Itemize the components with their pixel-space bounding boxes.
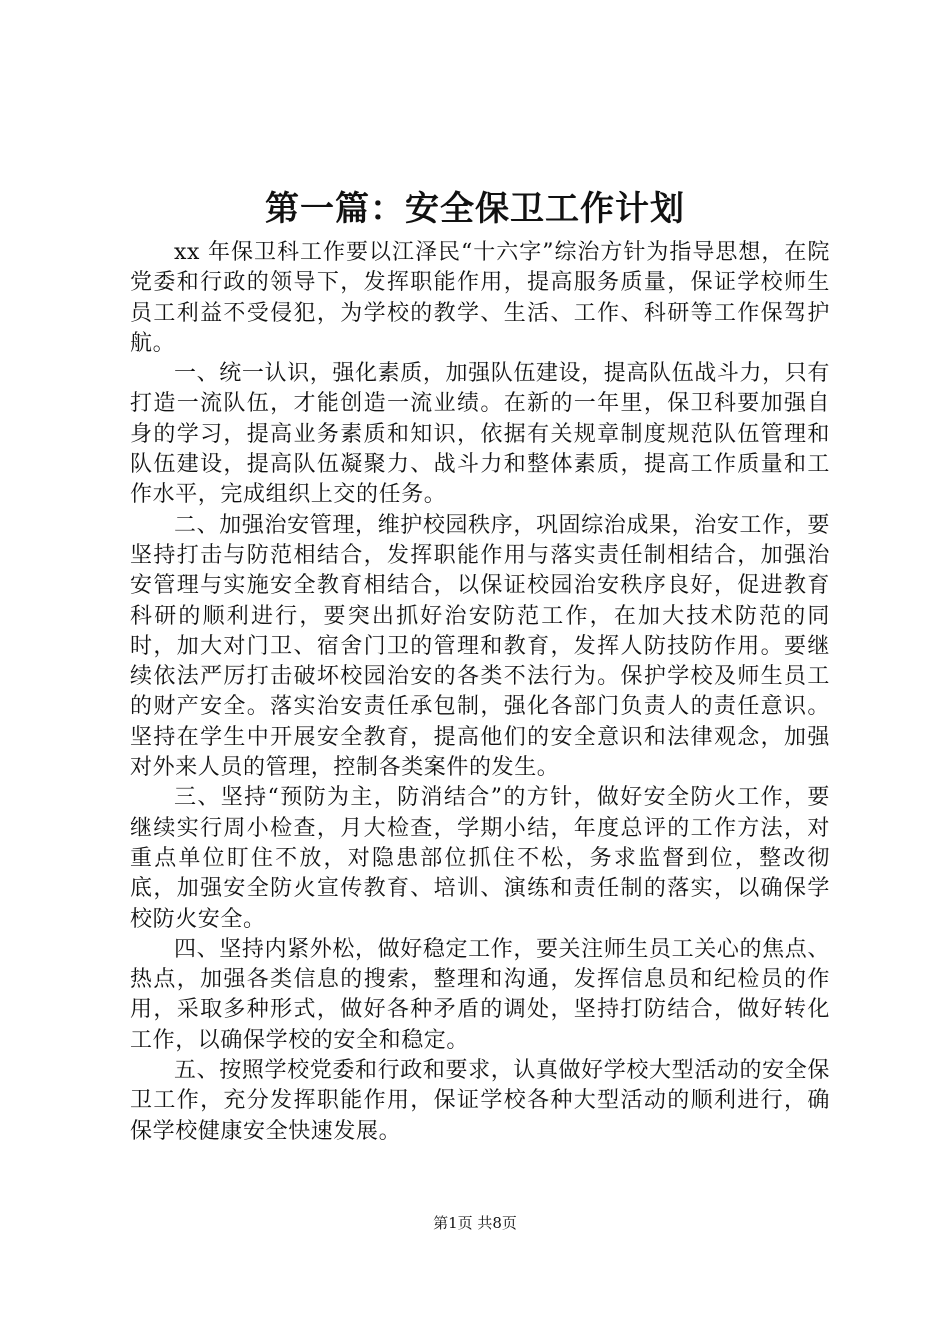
paragraph-section-2: 二、加强治安管理，维护校园秩序，巩固综治成果，治安工作，要坚持打击与防范相结合，发挥职能作用与落实责任制相结合，加强治安管理与实施安全教育相结合，以保证校园治安秩序良好，促进教育科研的顺利进行，要突出抓好治安防范工作，在加大技术防范的同时，加大对门卫、宿舍门卫的管理和教育，发挥人防技防作用。要继续依法严厉打击破坏校园治安的各类不法行为。保护学校及师生员工的财产安全。落实治安责任承包制，强化各部门负责人的责任意识。坚持在学生中开展安全教育，提高他们的安全意识和法律观念，加强对外来人员的管理，控制各类案件的发生。 — [130, 512, 830, 781]
paragraph-section-1: 一、统一认识，强化素质，加强队伍建设，提高队伍战斗力，只有打造一流队伍，才能创造一流业绩。在新的一年里，保卫科要加强自身的学习，提高业务素质和知识，依据有关规章制度规范队伍管理和队伍建设，提高队伍凝聚力、战斗力和整体素质，提高工作质量和工作水平，完成组织上交的任务。 — [130, 361, 830, 508]
page-title: 第一篇：安全保卫工作计划 — [265, 189, 685, 229]
paragraph-intro: xx 年保卫科工作要以江泽民“十六字”综治方针为指导思想，在院党委和行政的领导下，发挥职能作用，提高服务质量，保证学校师生员工利益不受侵犯，为学校的教学、生活、工作、科研等工作保驾护航。 — [130, 240, 830, 356]
page-footer: 第1页 共8页 — [433, 1214, 517, 1232]
paragraph-section-5: 五、按照学校党委和行政和要求，认真做好学校大型活动的安全保卫工作，充分发挥职能作用，保证学校各种大型活动的顺利进行，确保学校健康安全快速发展。 — [130, 1058, 830, 1144]
document-body — [130, 238, 830, 1147]
paragraph-section-4: 四、坚持内紧外松，做好稳定工作，要关注师生员工关心的焦点、热点，加强各类信息的搜索，整理和沟通，发挥信息员和纪检员的作用，采取多种形式，做好各种矛盾的调处，坚持打防结合，做好转化工作，以确保学校的安全和稳定。 — [130, 936, 830, 1053]
paragraph-section-3: 三、坚持“预防为主，防消结合”的方针，做好安全防火工作，要继续实行周小检查，月大检查，学期小结，年度总评的工作方法，对重点单位盯住不放，对隐患部位抓住不松，务求监督到位，整改彻底，加强安全防火宣传教育、培训、演练和责任制的落实，以确保学校防火安全。 — [130, 785, 830, 932]
